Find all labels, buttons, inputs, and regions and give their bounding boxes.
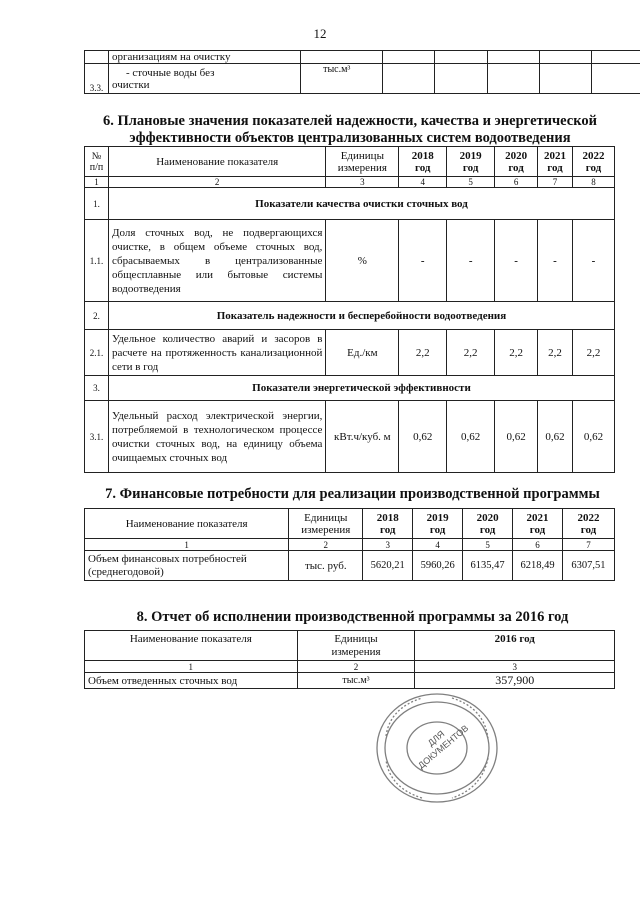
s8-header-unit: Единицы измерения bbox=[297, 631, 415, 661]
s7-row-value: 6135,47 bbox=[463, 551, 513, 581]
s6-header-name: Наименование показателя bbox=[108, 147, 325, 177]
top-row2-text-line1: - сточные воды без bbox=[126, 66, 215, 79]
section6-title-line2: эффективности объектов централизованных систем водоотведения bbox=[129, 130, 571, 146]
s6-row3-value: 0,62 bbox=[495, 401, 538, 473]
s8-colnum: 3 bbox=[415, 661, 615, 673]
s6-group3-num: 3. bbox=[85, 376, 109, 401]
s6-colnum: 3 bbox=[326, 177, 399, 188]
s6-group2-title: Показатель надежности и бесперебойности водоотведения bbox=[108, 302, 614, 330]
s6-colnum: 5 bbox=[447, 177, 495, 188]
section8-table bbox=[84, 630, 615, 689]
s6-row1-unit: % bbox=[326, 220, 399, 302]
section8-title: 8. Отчет об исполнении производственной программы за 2016 год bbox=[136, 609, 569, 625]
s6-row3-value: 0,62 bbox=[538, 401, 573, 473]
section7-title: 7. Финансовые потребности для реализации производственной программы bbox=[105, 486, 600, 502]
s8-header-name: Наименование показателя bbox=[85, 631, 298, 661]
s6-colnum: 4 bbox=[399, 177, 447, 188]
s6-row1-value: - bbox=[538, 220, 573, 302]
s6-header-num: № п/п bbox=[85, 147, 109, 177]
section7-table bbox=[84, 508, 615, 581]
s7-header-name: Наименование показателя bbox=[85, 509, 289, 539]
s6-row2-value: 2,2 bbox=[495, 330, 538, 376]
s6-row1-value: - bbox=[495, 220, 538, 302]
s7-row-value: 6218,49 bbox=[513, 551, 563, 581]
s6-header-year-2019: 2019 год bbox=[447, 147, 495, 177]
top-row2-text-line2: очистки bbox=[112, 78, 150, 91]
page-number: 12 bbox=[313, 26, 327, 41]
section6-title bbox=[80, 113, 620, 147]
s6-row1-value: - bbox=[399, 220, 447, 302]
s6-row2-value: 2,2 bbox=[447, 330, 495, 376]
section6-title-line1: 6. Плановые значения показателей надежности, качества и энергетической bbox=[103, 113, 597, 129]
s8-row-name: Объем отведенных сточных вод bbox=[85, 673, 298, 689]
s7-colnum: 7 bbox=[562, 539, 614, 551]
s6-row1-name: Доля сточных вод, не подвергающихся очистке, в общем объеме сточных вод, сбрасываемых в централизованные общесплавные или бытовые системы водоотведения bbox=[108, 220, 325, 302]
s7-header-year-2022: 2022 год bbox=[562, 509, 614, 539]
s7-colnum: 3 bbox=[363, 539, 413, 551]
s7-header-unit: Единицы измерения bbox=[289, 509, 363, 539]
s6-header-year-2022: 2022 год bbox=[573, 147, 615, 177]
s6-group2-num: 2. bbox=[85, 302, 109, 330]
top-row2-unit: тыс.м³ bbox=[301, 64, 383, 94]
s6-row3-unit: кВт.ч/куб. м bbox=[326, 401, 399, 473]
s6-row3-num: 3.1. bbox=[85, 401, 109, 473]
s6-row1-num: 1.1. bbox=[85, 220, 109, 302]
s7-row-value: 5620,21 bbox=[363, 551, 413, 581]
s7-colnum: 1 bbox=[85, 539, 289, 551]
top-continuation-table bbox=[84, 50, 640, 94]
section6-table bbox=[84, 146, 615, 473]
s7-header-year-2020: 2020 год bbox=[463, 509, 513, 539]
s6-row2-name: Удельное количество аварий и засоров в расчете на протяженность канализационной сети в год bbox=[108, 330, 325, 376]
s7-colnum: 6 bbox=[513, 539, 563, 551]
s7-colnum: 2 bbox=[289, 539, 363, 551]
s6-row1-value: - bbox=[573, 220, 615, 302]
s6-header-year-2020: 2020 год bbox=[495, 147, 538, 177]
s8-colnum: 1 bbox=[85, 661, 298, 673]
seal-text: ДЛЯ ДОКУМЕНТОВ bbox=[416, 722, 471, 771]
s7-row-value: 6307,51 bbox=[562, 551, 614, 581]
s6-colnum: 1 bbox=[85, 177, 109, 188]
s7-header-year-2019: 2019 год bbox=[413, 509, 463, 539]
s8-colnum: 2 bbox=[297, 661, 415, 673]
s6-group3-title: Показатели энергетической эффективности bbox=[108, 376, 614, 401]
s6-row2-value: 2,2 bbox=[399, 330, 447, 376]
s6-colnum: 8 bbox=[573, 177, 615, 188]
s6-colnum: 7 bbox=[538, 177, 573, 188]
top-row2-num: 3.3. bbox=[85, 64, 109, 94]
s8-row-value: 357,900 bbox=[415, 673, 615, 689]
s7-colnum: 4 bbox=[413, 539, 463, 551]
s6-header-unit: Единицы измерения bbox=[326, 147, 399, 177]
s6-row3-value: 0,62 bbox=[399, 401, 447, 473]
s6-group1-num: 1. bbox=[85, 188, 109, 220]
top-row2-text bbox=[109, 64, 301, 94]
s6-row3-name: Удельный расход электрической энергии, потребляемой в технологическом процессе очистки сточных вод, на единицу объема очищаемых сточных вод bbox=[108, 401, 325, 473]
s6-row2-num: 2.1. bbox=[85, 330, 109, 376]
s6-row3-value: 0,62 bbox=[573, 401, 615, 473]
s6-row3-value: 0,62 bbox=[447, 401, 495, 473]
top-row1-text: организациям на очистку bbox=[109, 51, 301, 64]
s6-row2-value: 2,2 bbox=[573, 330, 615, 376]
s7-header-year-2021: 2021 год bbox=[513, 509, 563, 539]
s6-colnum: 6 bbox=[495, 177, 538, 188]
s6-row1-value: - bbox=[447, 220, 495, 302]
s6-header-year-2018: 2018 год bbox=[399, 147, 447, 177]
s6-colnum: 2 bbox=[108, 177, 325, 188]
s6-row2-unit: Ед./км bbox=[326, 330, 399, 376]
s7-header-year-2018: 2018 год bbox=[363, 509, 413, 539]
s8-row-unit: тыс.м³ bbox=[297, 673, 415, 689]
s6-header-year-2021: 2021 год bbox=[538, 147, 573, 177]
s6-row2-value: 2,2 bbox=[538, 330, 573, 376]
s7-colnum: 5 bbox=[463, 539, 513, 551]
s7-row-name: Объем финансовых потребностей (среднегодовой) bbox=[85, 551, 289, 581]
s6-group1-title: Показатели качества очистки сточных вод bbox=[108, 188, 614, 220]
s8-header-year: 2016 год bbox=[415, 631, 615, 661]
s7-row-unit: тыс. руб. bbox=[289, 551, 363, 581]
s7-row-value: 5960,26 bbox=[413, 551, 463, 581]
